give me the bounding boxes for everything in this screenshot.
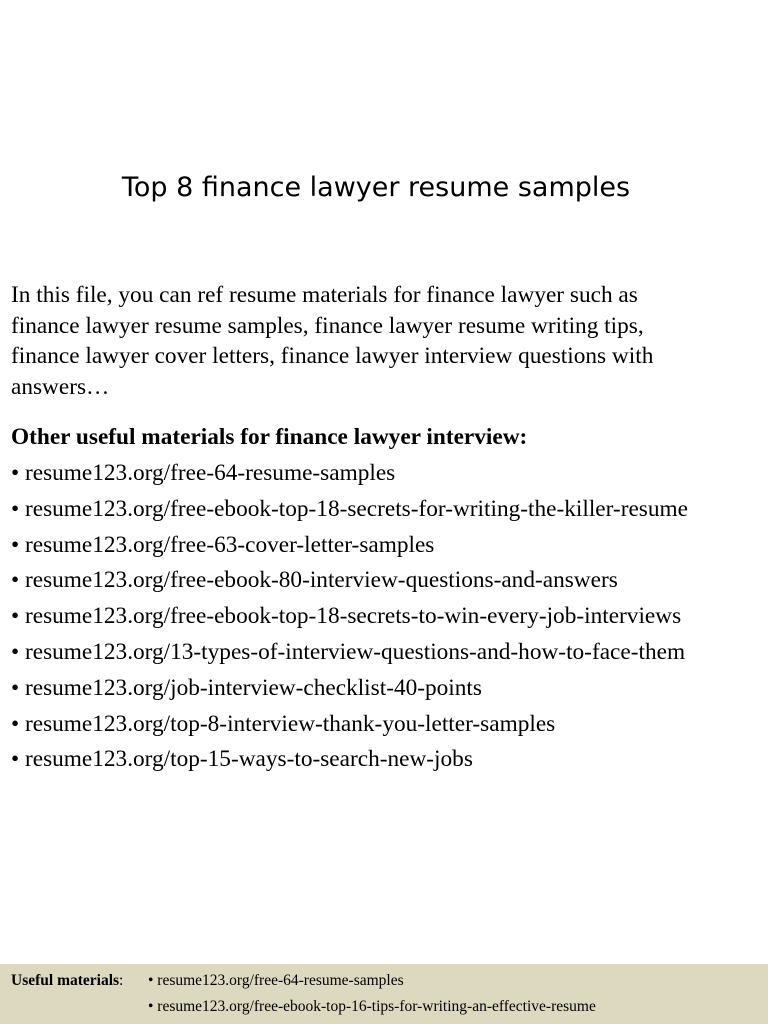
page-title: Top 8 finance lawyer resume samples bbox=[121, 172, 631, 203]
materials-link[interactable]: • resume123.org/free-64-resume-samples bbox=[11, 460, 396, 486]
materials-link[interactable]: • resume123.org/job-interview-checklist-40-points bbox=[11, 674, 482, 701]
intro-line: finance lawyer resume samples, finance lawyer resume writing tips, bbox=[11, 312, 644, 339]
footer-colon: : bbox=[119, 972, 124, 989]
materials-link[interactable]: • resume123.org/free-ebook-80-interview-questions-and-answers bbox=[11, 567, 618, 594]
materials-heading: Other useful materials for finance lawyer interview: bbox=[11, 424, 528, 450]
intro-line: In this file, you can ref resume materials for finance lawyer such as bbox=[11, 282, 638, 308]
footer-link[interactable]: • resume123.org/free-ebook-top-16-tips-for-writing-an-effective-resume bbox=[148, 998, 596, 1015]
materials-link[interactable]: • resume123.org/free-63-cover-letter-samples bbox=[11, 531, 435, 558]
footer-link[interactable]: • resume123.org/free-64-resume-samples bbox=[148, 972, 404, 989]
materials-link[interactable]: • resume123.org/13-types-of-interview-questions-and-how-to-face-them bbox=[11, 638, 686, 665]
intro-line: finance lawyer cover letters, finance lawyer interview questions with bbox=[11, 343, 654, 369]
footer-bar bbox=[0, 964, 768, 1024]
intro-line: answers… bbox=[11, 373, 110, 400]
materials-link[interactable]: • resume123.org/free-ebook-top-18-secrets-to-win-every-job-interviews bbox=[11, 603, 682, 630]
materials-link-list bbox=[11, 457, 688, 779]
intro-paragraph bbox=[11, 280, 761, 402]
footer-label-text: Useful materials bbox=[11, 972, 120, 989]
footer-label bbox=[11, 972, 123, 990]
materials-link[interactable]: • resume123.org/free-ebook-top-18-secrets-for-writing-the-killer-resume bbox=[11, 495, 688, 522]
materials-link[interactable]: • resume123.org/top-8-interview-thank-you-letter-samples bbox=[11, 710, 556, 737]
materials-link[interactable]: • resume123.org/top-15-ways-to-search-new-jobs bbox=[11, 746, 473, 773]
